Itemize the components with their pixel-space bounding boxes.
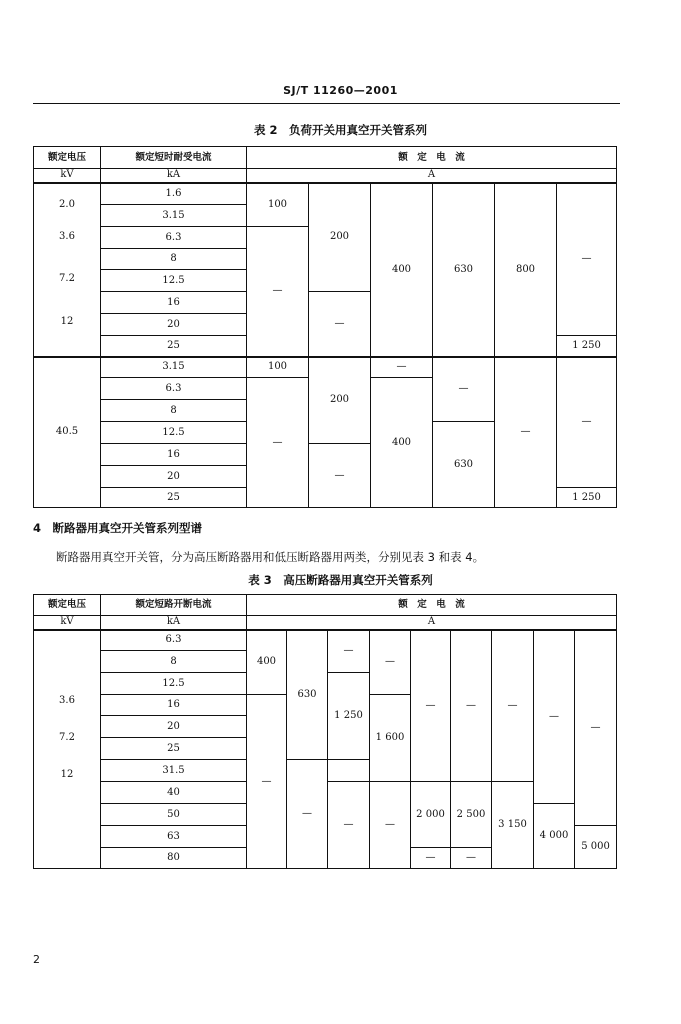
t3-current-cell: 1 250 <box>328 673 370 760</box>
t2-voltage: 3.6 <box>59 230 75 242</box>
t2-col1-header: 额定电压 <box>34 147 101 169</box>
t3-col1-unit: kV <box>34 616 101 630</box>
t2-current-cell: 200 <box>309 357 371 444</box>
t3-ka-cell: 25 <box>101 738 247 760</box>
t2-ka-cell: 20 <box>101 466 247 488</box>
t2-current-cell: — <box>309 444 371 508</box>
t2-col3-unit: A <box>247 169 617 183</box>
t3-current-cell: 4 000 <box>534 804 575 869</box>
t2-ka-cell: 20 <box>101 314 247 336</box>
t3-current-cell: — <box>534 630 575 804</box>
t3-ka-cell: 63 <box>101 826 247 848</box>
t3-current-cell: — <box>328 782 370 869</box>
t3-current-cell: — <box>328 630 370 673</box>
t2-current-cell: 100 <box>247 357 309 378</box>
t3-ka-cell: 20 <box>101 716 247 738</box>
t3-ka-cell: 6.3 <box>101 630 247 651</box>
t3-voltage: 12 <box>60 768 74 780</box>
t3-current-cell: 630 <box>287 630 328 760</box>
t3-current-cell: 400 <box>247 630 287 695</box>
t2-voltage-cell <box>34 183 101 357</box>
t2-ka-cell: 6.3 <box>101 378 247 400</box>
t2-voltage: 12 <box>60 315 74 327</box>
table3-caption: 表 3 高压断路器用真空开关管系列 <box>248 573 433 587</box>
t3-col2-header: 额定短路开断电流 <box>101 595 247 616</box>
t3-current-cell: — <box>451 848 492 869</box>
t2-current-cell: — <box>247 227 309 357</box>
table3 <box>33 594 617 869</box>
t3-ka-cell: 40 <box>101 782 247 804</box>
t3-current-cell: 3 150 <box>492 782 534 869</box>
t2-col3-header: 额 定 电 流 <box>247 147 617 169</box>
t2-current-cell: 400 <box>371 183 433 357</box>
page-header: SJ/T 11260—2001 <box>283 84 398 97</box>
t3-ka-cell: 50 <box>101 804 247 826</box>
t2-ka-cell: 3.15 <box>101 357 247 378</box>
t2-current-cell: — <box>495 357 557 508</box>
t3-voltage-cell <box>34 630 101 869</box>
t3-ka-cell: 8 <box>101 651 247 673</box>
t2-voltage: 2.0 <box>59 198 75 210</box>
t2-voltage: 40.5 <box>34 357 101 508</box>
t2-current-cell: — <box>247 378 309 508</box>
t2-current-cell: 630 <box>433 183 495 357</box>
t3-current-cell: 5 000 <box>575 826 617 869</box>
t2-ka-cell: 25 <box>101 336 247 357</box>
t2-current-cell: 1 250 <box>557 488 617 508</box>
t3-ka-cell: 12.5 <box>101 673 247 695</box>
t2-ka-cell: 25 <box>101 488 247 508</box>
section-4-paragraph: 断路器用真空开关管，分为高压断路器用和低压断路器用两类，分别见表 3 和表 4。 <box>56 550 485 564</box>
t3-current-cell: 2 500 <box>451 782 492 848</box>
t3-col3-unit: A <box>247 616 617 630</box>
t2-current-cell: 200 <box>309 183 371 292</box>
t3-current-cell: 2 000 <box>411 782 451 848</box>
t2-current-cell: 100 <box>247 183 309 227</box>
t3-current-cell: — <box>575 630 617 826</box>
t2-ka-cell: 12.5 <box>101 270 247 292</box>
table2 <box>33 146 617 508</box>
t2-current-cell: — <box>557 357 617 488</box>
t2-col2-unit: kA <box>101 169 247 183</box>
table2-caption: 表 2 负荷开关用真空开关管系列 <box>253 123 427 137</box>
t2-col1-unit: kV <box>34 169 101 183</box>
header-rule <box>33 103 620 104</box>
t3-col3-header: 额 定 电 流 <box>247 595 617 616</box>
t2-voltage: 7.2 <box>59 272 75 284</box>
t3-current-cell: — <box>287 760 328 869</box>
t3-current-cell: — <box>451 630 492 782</box>
t2-ka-cell: 12.5 <box>101 422 247 444</box>
t2-ka-cell: 6.3 <box>101 227 247 249</box>
t2-ka-cell: 8 <box>101 249 247 270</box>
t3-current-cell: — <box>247 695 287 869</box>
t3-ka-cell: 80 <box>101 848 247 869</box>
t2-current-cell: — <box>557 183 617 336</box>
page-number: 2 <box>33 953 40 966</box>
t2-current-cell: 400 <box>371 378 433 508</box>
t2-ka-cell: 3.15 <box>101 205 247 227</box>
t2-ka-cell: 8 <box>101 400 247 422</box>
t3-current-cell: — <box>411 630 451 782</box>
t3-ka-cell: 16 <box>101 695 247 716</box>
t3-current-cell: — <box>492 630 534 782</box>
t2-col2-header: 额定短时耐受电流 <box>101 147 247 169</box>
t3-voltage: 7.2 <box>59 731 75 743</box>
t2-current-cell: 630 <box>433 422 495 508</box>
t3-ka-cell: 31.5 <box>101 760 247 782</box>
t3-current-cell: — <box>411 848 451 869</box>
t2-ka-cell: 16 <box>101 444 247 466</box>
t3-current-cell: — <box>370 782 411 869</box>
t3-voltage: 3.6 <box>59 694 75 706</box>
t2-current-cell: 1 250 <box>557 336 617 357</box>
t2-ka-cell: 1.6 <box>101 183 247 205</box>
t3-current-cell: 1 600 <box>370 695 411 782</box>
t3-col2-unit: kA <box>101 616 247 630</box>
t2-current-cell: — <box>309 292 371 357</box>
t3-current-cell: — <box>370 630 411 695</box>
t2-current-cell: — <box>433 357 495 422</box>
t2-current-cell: — <box>371 357 433 378</box>
section-4-title: 4 断路器用真空开关管系列型谱 <box>33 521 202 535</box>
t2-ka-cell: 16 <box>101 292 247 314</box>
t3-col1-header: 额定电压 <box>34 595 101 616</box>
t2-current-cell: 800 <box>495 183 557 357</box>
